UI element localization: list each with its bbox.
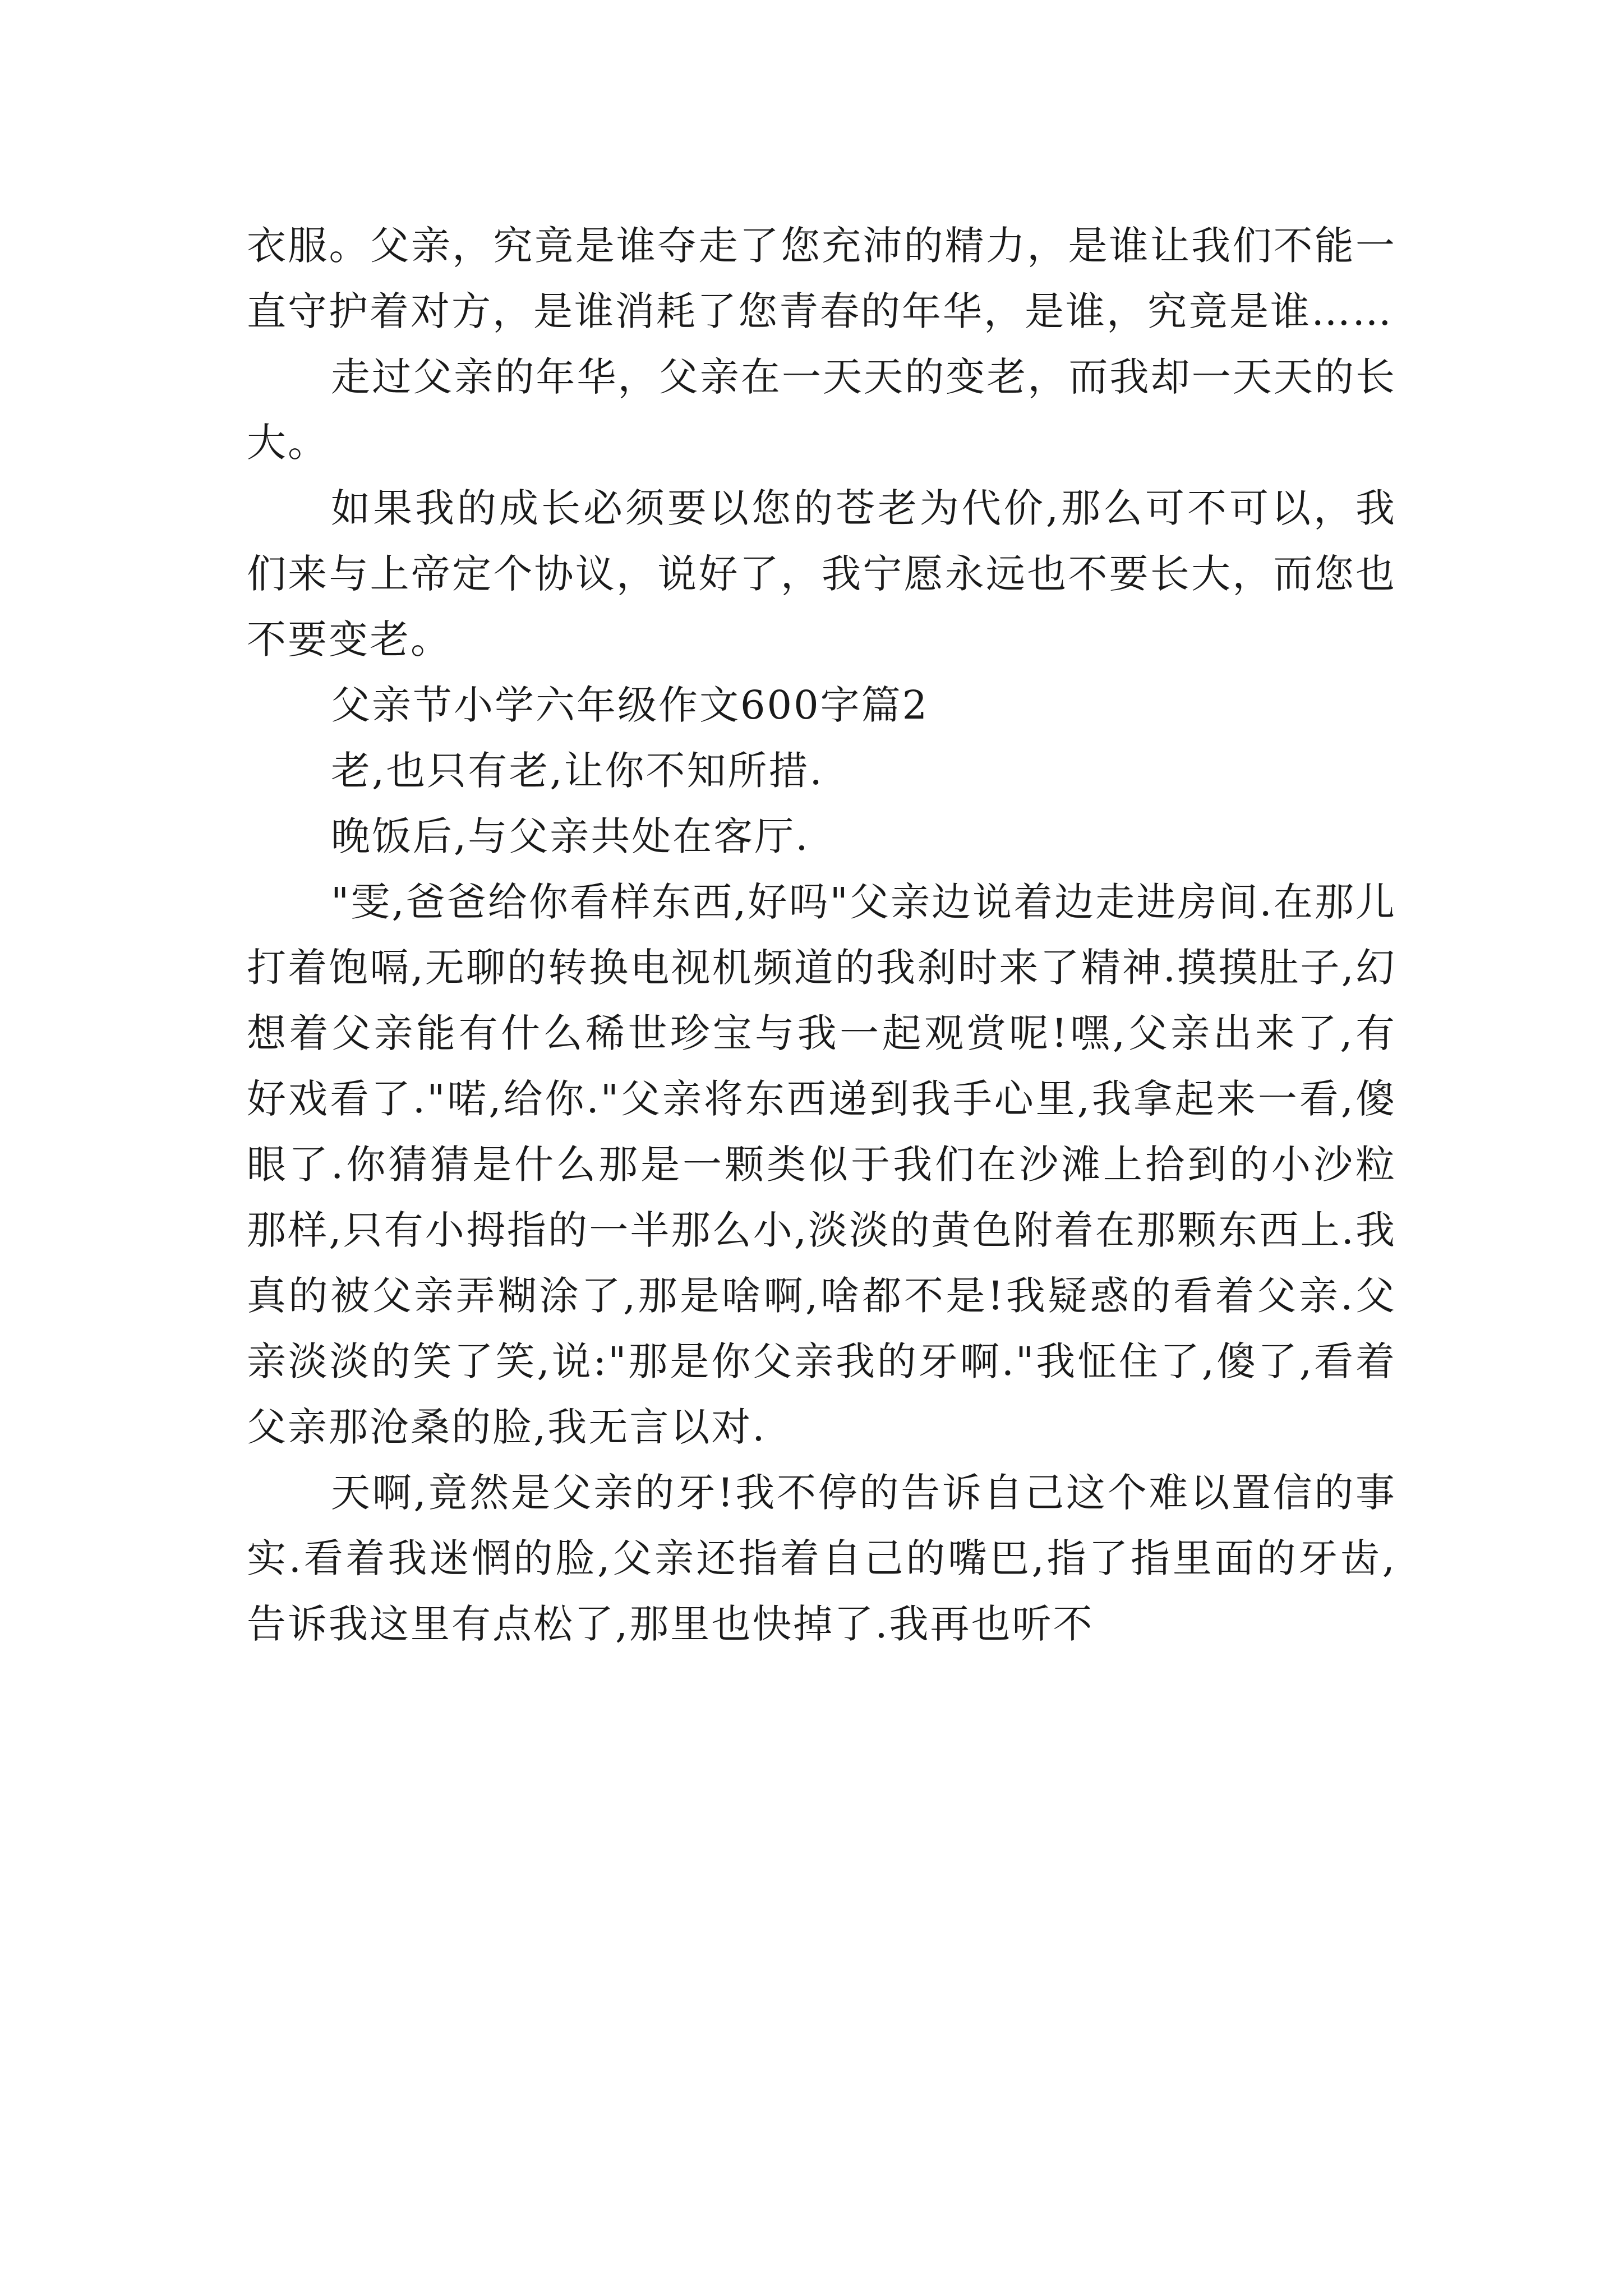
- paragraph-2: 走过父亲的年华，父亲在一天天的变老，而我却一天天的长大。: [247, 354, 1396, 466]
- paragraph-3: 如果我的成长必须要以您的苍老为代价,那么可不可以，我们来与上帝定个协议，说好了，我宁愿永远也不要长大，而您也不要变老。: [247, 485, 1396, 662]
- document-body: [247, 213, 1396, 1657]
- paragraph-6: 晚饭后,与父亲共处在客厅.: [331, 813, 810, 859]
- paragraph-8: 天啊,竟然是父亲的牙!我不停的告诉自己这个难以置信的事实.看着我迷惘的脸,父亲还指着自己的嘴巴,指了指里面的牙齿,告诉我这里有点松了,那里也快掉了.我再也听不: [247, 1470, 1396, 1647]
- paragraph-7: "雯,爸爸给你看样东西,好吗"父亲边说着边走进房间.在那儿打着饱嗝,无聊的转换电视机频道的我刹时来了精神.摸摸肚子,幻想着父亲能有什么稀世珍宝与我一起观赏呢!嘿,父亲出来了,有好戏看了."喏,给你."父亲将东西递到我手心里,我拿起来一看,傻眼了.你猜猜是什么那是一颗类似于我们在沙滩上拾到的小沙粒那样,只有小拇指的一半那么小,淡淡的黄色附着在那颗东西上.我真的被父亲弄糊涂了,那是啥啊,啥都不是!我疑惑的看着父亲.父亲淡淡的笑了笑,说:"那是你父亲我的牙啊."我怔住了,傻了,看着父亲那沧桑的脸,我无言以对.: [247, 879, 1396, 1450]
- paragraph-1: 衣服。父亲，究竟是谁夺走了您充沛的精力，是谁让我们不能一直守护着对方，是谁消耗了您青春的年华，是谁，究竟是谁……: [247, 223, 1396, 334]
- paragraph-5: 老,也只有老,让你不知所措.: [331, 748, 824, 794]
- section-heading: 父亲节小学六年级作文600字篇2: [331, 682, 929, 728]
